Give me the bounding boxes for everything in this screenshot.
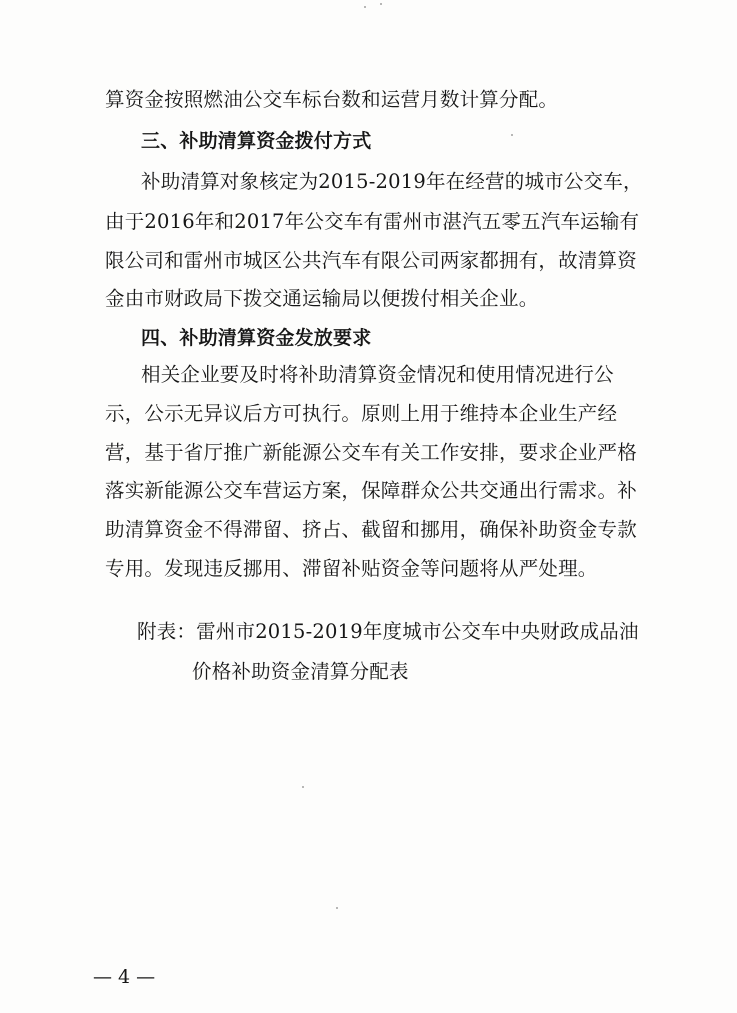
attachment-line: 价格补助资金清算分配表 xyxy=(192,660,409,683)
paragraph-line: 由于2016年和2017年公交车有雷州市湛汽五零五汽车运输有 xyxy=(105,210,640,233)
scan-speck xyxy=(511,134,513,136)
page-number: — 4 — xyxy=(93,966,156,988)
paragraph-line: 落实新能源公交车营运方案，保障群众公共交通出行需求。补 xyxy=(105,479,637,502)
scan-speck xyxy=(364,6,366,8)
section-heading-requirements: 四、补助清算资金发放要求 xyxy=(141,327,372,349)
paragraph-line: 专用。发现违反挪用、滞留补贴资金等问题将从严处理。 xyxy=(105,557,598,580)
paragraph-line: 助清算资金不得滞留、挤占、截留和挪用，确保补助资金专款 xyxy=(105,518,637,541)
paragraph-line: 限公司和雷州市城区公共汽车有限公司两家都拥有，故清算资 xyxy=(105,249,637,272)
paragraph-line: 补助清算对象核定为2015-2019年在经营的城市公交车， xyxy=(141,170,643,193)
attachment-line: 附表：雷州市2015-2019年度城市公交车中央财政成品油 xyxy=(137,620,639,643)
scan-speck xyxy=(380,3,382,5)
section-heading-disbursement: 三、补助清算资金拨付方式 xyxy=(141,130,372,152)
scan-speck xyxy=(336,907,338,909)
paragraph-line: 金由市财政局下拨交通运输局以便拨付相关企业。 xyxy=(105,287,539,310)
paragraph-line: 相关企业要及时将补助清算资金情况和使用情况进行公 xyxy=(141,363,614,386)
paragraph-line: 示，公示无异议后方可执行。原则上用于维持本企业生产经 xyxy=(105,402,618,425)
paragraph-line: 营，基于省厅推广新能源公交车有关工作安排，要求企业严格 xyxy=(105,441,637,464)
paragraph-line: 算资金按照燃油公交车标台数和运营月数计算分配。 xyxy=(105,88,559,111)
scan-speck xyxy=(302,786,304,788)
